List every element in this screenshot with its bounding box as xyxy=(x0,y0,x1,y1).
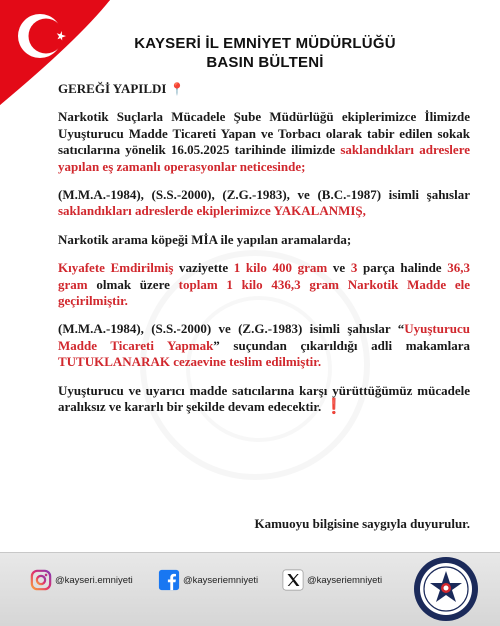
instagram-icon xyxy=(30,569,52,591)
header-title: KAYSERİ İL EMNİYET MÜDÜRLÜĞÜ xyxy=(134,35,396,52)
paragraph-4: Kıyafete Emdirilmiş vaziyette 1 kilo 400 gram ve 3 parça halinde 36,3 gram olmak üzere toplam 1 kilo 436,3 gram Narkotik Madde ele geçirilmiştir. xyxy=(58,260,471,309)
bulletin-title: GEREĞİ YAPILDI 📍 xyxy=(58,81,185,96)
paragraph-3: Narkotik arama köpeği MİA ile yapılan aramalarda; xyxy=(58,231,352,247)
x-icon xyxy=(282,569,304,591)
paragraph-2: (M.M.A.-1984), (S.S.-2000), (Z.G.-1983), ve (B.C.-1987) isimli şahıslar saklandıkları adreslerde ekiplerimizce YAKALANMIŞ, xyxy=(58,187,470,219)
instagram-handle: @kayseri.emniyeti xyxy=(55,574,133,586)
exclamation-icon: ❗ xyxy=(324,399,344,416)
facebook-icon xyxy=(158,569,180,591)
instagram-link[interactable] xyxy=(30,569,133,591)
police-seal-icon xyxy=(412,555,480,623)
facebook-link[interactable] xyxy=(158,569,258,591)
closing-line: Kamuoyu bilgisine saygıyla duyurulur. xyxy=(254,516,470,531)
paragraph-5: (M.M.A.-1984), (S.S.-2000) ve (Z.G.-1983) isimli şahıslar “Uyuşturucu Madde Ticareti Yapmak” suçundan çıkarıldığı adli makamlara TUTUKLANARAK cezaevine teslim edilmiştir. xyxy=(58,321,470,370)
bulletin-header xyxy=(0,34,500,72)
paragraph-1: Narkotik Suçlarla Mücadele Şube Müdürlüğü ekiplerimizce İlimizde Uyuşturucu Madde Ticareti Yapan ve Torbacı olarak tabir edilen sokak satıcılarına yönelik 16.05.2025 tarihinde ilimizde saklandıkları adreslere yapılan eş zamanlı operasyonlar neticesinde; xyxy=(58,109,470,174)
x-handle: @kayseriemniyeti xyxy=(307,574,383,586)
facebook-handle: @kayseriemniyeti xyxy=(183,574,259,586)
social-footer xyxy=(0,552,500,626)
x-link[interactable] xyxy=(282,569,382,591)
bulletin-body xyxy=(58,81,470,428)
header-subtitle: BASIN BÜLTENİ xyxy=(206,54,324,71)
paragraph-6: Uyuşturucu ve uyarıcı madde satıcılarına karşı yürüttüğümüz mücadele aralıksız ve kararlı bir şekilde devam edecektir. ❗ xyxy=(58,382,470,416)
map-pin-icon: 📍 xyxy=(169,82,185,96)
